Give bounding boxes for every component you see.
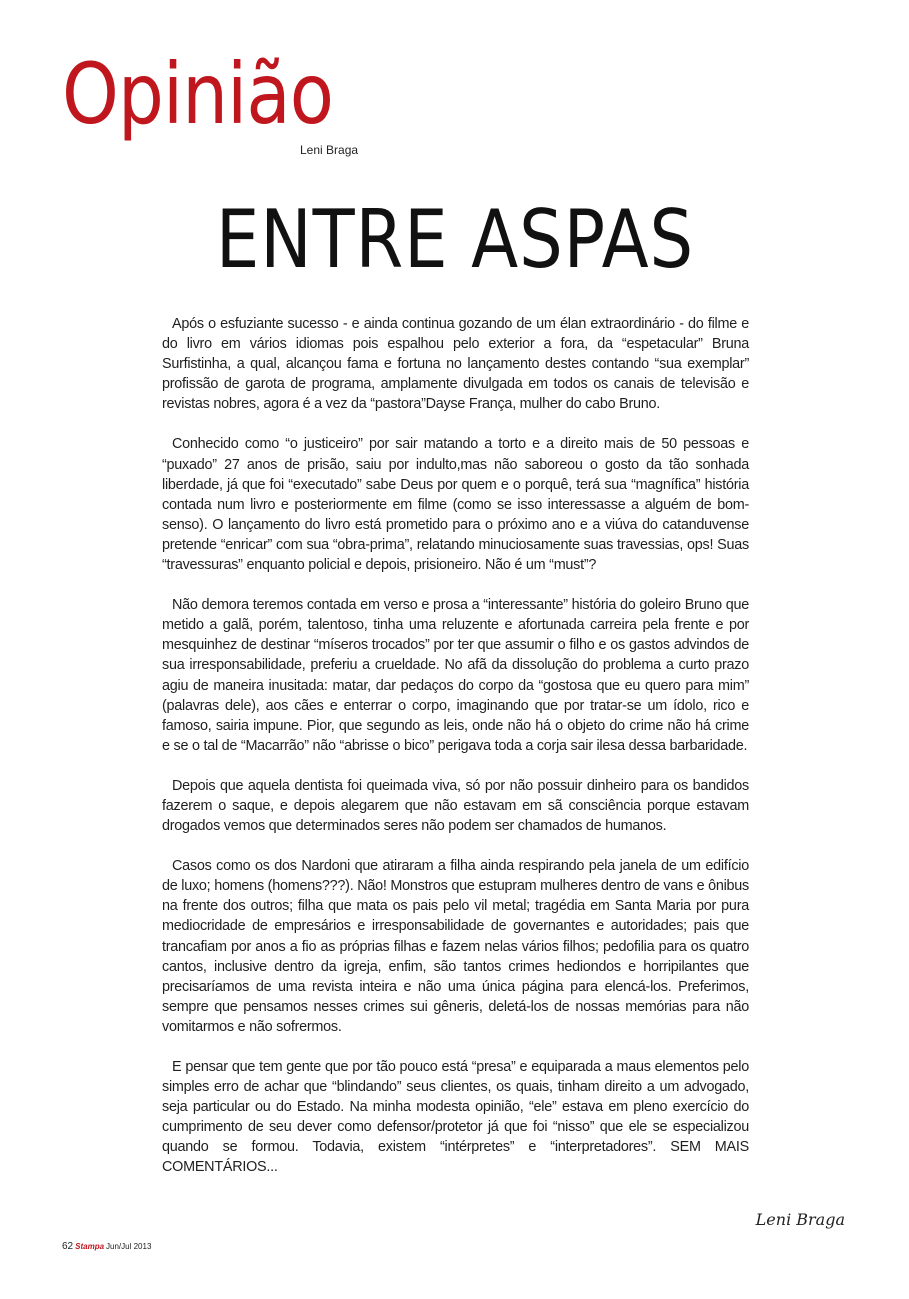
magazine-name: Stampa — [75, 1242, 105, 1251]
section-title: Opinião — [62, 45, 334, 143]
paragraph-6: E pensar que tem gente que por tão pouco está “presa” e equiparada a maus elementos pelo simples erro de achar que “blindando” seus clientes, os quais, tinham direito a um advogado, seja particular ou do Estado. Na minha modesta opinião, “ele” estava em pleno exercício do cumprimento de seu dever como defensor/protetor já que foi “nisso” que ele se especializou quando se formou. Todavia, existem “intérpretes” e “interpretadores”. SEM MAIS COMENTÁRIOS... — [162, 1059, 749, 1176]
author-byline: Leni Braga — [300, 143, 359, 157]
article-title-text: ENTRE ASPAS — [215, 193, 694, 286]
paragraph-3: Não demora teremos contada em verso e prosa a “interessante” história do goleiro Bruno que metido a galã, porém, talentoso, tinha uma reluzente e afortunada carreira pela frente e por mesquinhez de destinar “míseros trocados” por ter que assumir o filho e os gastos advindos de sua irresponsabilidade, preferiu a crueldade. No afã da dissolução do problema a curto prazo agiu de maneira inusitada: matar, dar pedaços do corpo da “gostosa que eu quero para mim” (palavras dele), aos cães e enterrar o corpo, imaginando que por tratar-se um ídolo, rico e famoso, sairia impune. Pior, que segundo as leis, onde não há o objeto do crime não há crime e se o tal de “Macarrão” não “abrisse o bico” perigava toda a corja sair ilesa dessa barbaridade. — [162, 597, 749, 754]
author-signature: Leni Braga — [755, 1210, 845, 1229]
paragraph-5: Casos como os dos Nardoni que atiraram a filha ainda respirando pela janela de um edifício de luxo; homens (homens???). Não! Monstros que estupram mulheres dentro de vans e ônibus na frente dos outros; filha que mata os pais pelo vil metal; tragédia em Santa Maria por pura mediocridade de empresários e irresponsabilidade de governantes e autoridades; pais que trancafiam por anos a fio as próprias filhas e fazem nelas vários filhos; pedofilia para os quatro cantos, inclusive dentro da igreja, enfim, são tantos crimes hediondos e horripilantes que precisaríamos de uma revista inteira e não uma única página para elencá-los. Preferimos, sempre que pensamos nesses crimes sui gêneris, deletá-los de nossas memórias para não vomitarmos e não sofrermos. — [162, 858, 749, 1035]
paragraph-1: Após o esfuziante sucesso - e ainda continua gozando de um élan extraordinário - do filme e do livro em vários idiomas pois espalhou pelo exterior a fora, da “espetacular” Bruna Surfistinha, a qual, alcançou fama e fortuna no lançamento destes contando “sua exemplar” profissão de garota de programa, amplamente divulgada em todos os canais de televisão e revistas nobres, agora é a vez da “pastora”Dayse França, mulher do cabo Bruno. — [162, 316, 749, 413]
article-title — [0, 193, 909, 286]
article-body — [162, 314, 749, 1198]
paragraph-2: Conhecido como “o justiceiro” por sair matando a torto e a direito mais de 50 pessoas e “puxado” 27 anos de prisão, saiu por indulto,mas não saboreou o gosto da tão sonhada liberdade, já que foi “executado” sabe Deus por quem e o porquê, terá sua “magnífica” história contada num livro e posteriormente em filme (como se isso interessasse a alguém de bom-senso). O lançamento do livro está prometido para o próximo ano e a viúva do catanduvense pretende “enricar” com sua “obra-prima”, relatando minuciosamente suas travessias, ops! Suas “travessuras” enquanto policial e depois, prisioneiro. Não é um “must”? — [162, 436, 749, 574]
paragraph-4: Depois que aquela dentista foi queimada viva, só por não possuir dinheiro para os bandidos fazerem o saque, e depois alegarem que não estavam em sã consciência porque estavam drogados vemos que determinados seres não podem ser chamados de humanos. — [162, 777, 749, 835]
page-number: 62 — [62, 1241, 74, 1252]
edition-date: Jun/Jul 2013 — [106, 1242, 152, 1251]
page-footer — [62, 1241, 151, 1252]
